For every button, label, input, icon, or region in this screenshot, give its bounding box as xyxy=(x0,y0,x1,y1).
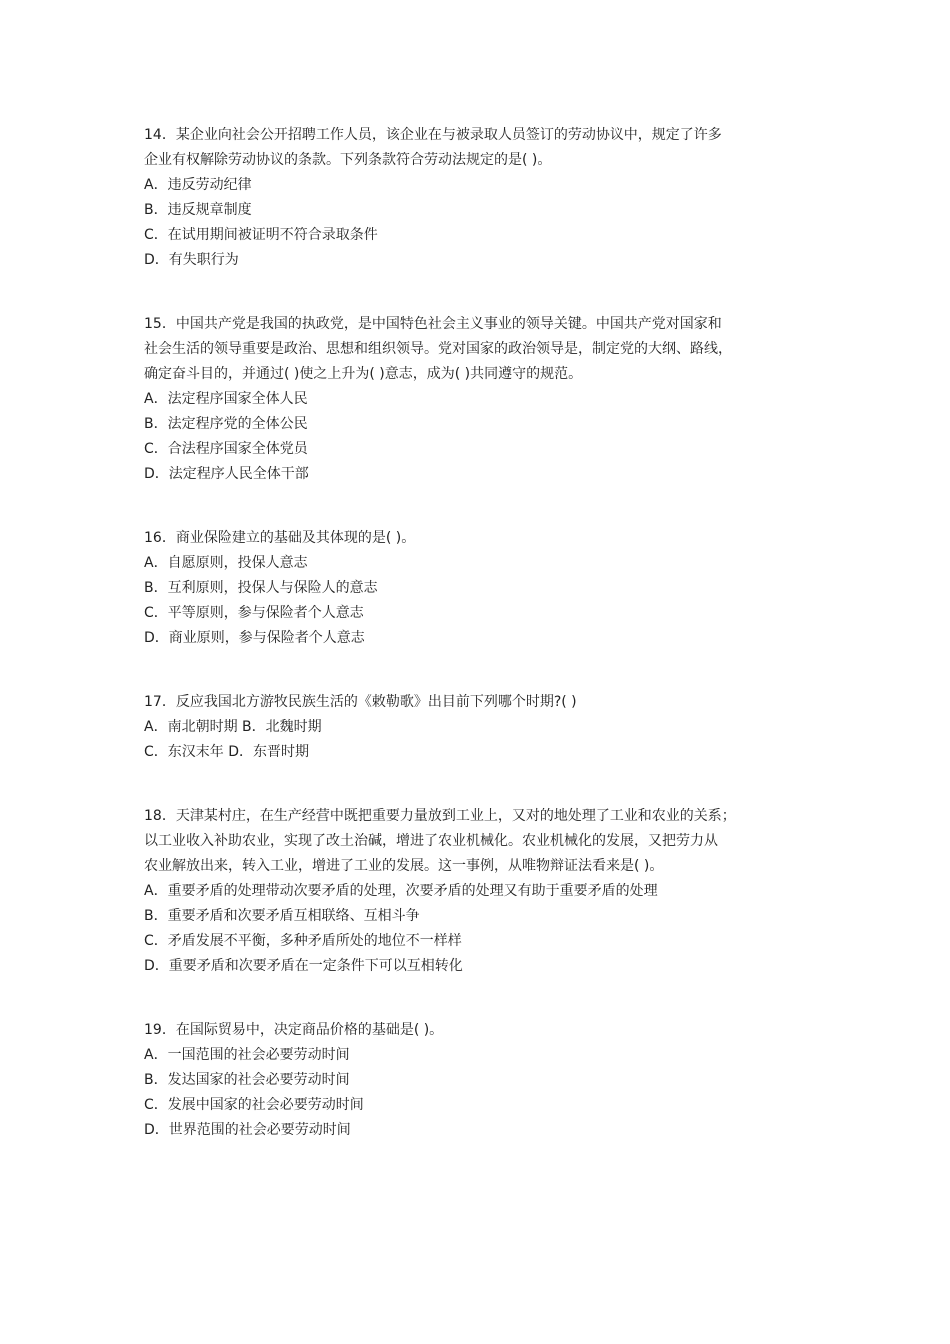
option-a: A．重要矛盾的处理带动次要矛盾的处理，次要矛盾的处理又有助于重要矛盾的处理 xyxy=(144,883,658,899)
option-d: D．法定程序人民全体干部 xyxy=(144,466,309,482)
question-text xyxy=(144,804,814,879)
question-line: 17．反应我国北方游牧民族生活的《敕勒歌》出目前下列哪个时期?( ) xyxy=(144,694,577,710)
option-a: A．自愿原则，投保人意志 xyxy=(144,555,308,571)
question-line: 农业解放出来，转入工业，增进了工业的发展。这一事例，从唯物辩证法看来是( )。 xyxy=(144,858,664,874)
option-a: A．法定程序国家全体人民 xyxy=(144,391,308,407)
question-16 xyxy=(144,526,814,651)
question-line: 以工业收入补助农业，实现了改土治碱，增进了农业机械化。农业机械化的发展，又把劳力从 xyxy=(144,833,718,849)
question-line: 14．某企业向社会公开招聘工作人员，该企业在与被录取人员签订的劳动协议中，规定了许多 xyxy=(144,127,722,143)
question-15 xyxy=(144,312,814,487)
option-c: C．合法程序国家全体党员 xyxy=(144,441,308,457)
question-line: 企业有权解除劳动协议的条款。下列条款符合劳动法规定的是( )。 xyxy=(144,152,552,168)
question-line: 16．商业保险建立的基础及其体现的是( )。 xyxy=(144,530,416,546)
question-17 xyxy=(144,690,814,765)
question-list xyxy=(144,123,814,1182)
question-line: 确定奋斗目的，并通过( )使之上升为( )意志，成为( )共同遵守的规范。 xyxy=(144,366,583,382)
question-text xyxy=(144,1018,814,1043)
option-b: B．违反规章制度 xyxy=(144,202,252,218)
option-b: B．互利原则，投保人与保险人的意志 xyxy=(144,580,378,596)
question-18 xyxy=(144,804,814,979)
option-c-d: C．东汉末年 D．东晋时期 xyxy=(144,744,310,760)
option-d: D．有失职行为 xyxy=(144,252,239,268)
question-line: 19．在国际贸易中，决定商品价格的基础是( )。 xyxy=(144,1022,444,1038)
option-d: D．世界范围的社会必要劳动时间 xyxy=(144,1122,351,1138)
option-c: C．在试用期间被证明不符合录取条件 xyxy=(144,227,378,243)
question-text xyxy=(144,526,814,551)
question-text xyxy=(144,123,814,173)
option-c: C．发展中国家的社会必要劳动时间 xyxy=(144,1097,364,1113)
option-b: B．重要矛盾和次要矛盾互相联络、互相斗争 xyxy=(144,908,420,924)
option-d: D．商业原则，参与保险者个人意志 xyxy=(144,630,365,646)
question-14 xyxy=(144,123,814,273)
option-a: A．违反劳动纪律 xyxy=(144,177,252,193)
question-line: 社会生活的领导重要是政治、思想和组织领导。党对国家的政治领导是，制定党的大纲、路线， xyxy=(144,341,732,357)
option-b: B．发达国家的社会必要劳动时间 xyxy=(144,1072,350,1088)
question-line: 18．天津某村庄，在生产经营中既把重要力量放到工业上，又对的地处理了工业和农业的关系； xyxy=(144,808,736,824)
option-b: B．法定程序党的全体公民 xyxy=(144,416,308,432)
question-19 xyxy=(144,1018,814,1143)
question-text xyxy=(144,690,814,715)
option-c: C．矛盾发展不平衡，多种矛盾所处的地位不一样样 xyxy=(144,933,462,949)
option-d: D．重要矛盾和次要矛盾在一定条件下可以互相转化 xyxy=(144,958,463,974)
question-text xyxy=(144,312,814,387)
option-a: A．一国范围的社会必要劳动时间 xyxy=(144,1047,350,1063)
question-line: 15．中国共产党是我国的执政党，是中国特色社会主义事业的领导关键。中国共产党对国家和 xyxy=(144,316,722,332)
option-c: C．平等原则，参与保险者个人意志 xyxy=(144,605,364,621)
option-a-b: A．南北朝时期 B．北魏时期 xyxy=(144,719,322,735)
